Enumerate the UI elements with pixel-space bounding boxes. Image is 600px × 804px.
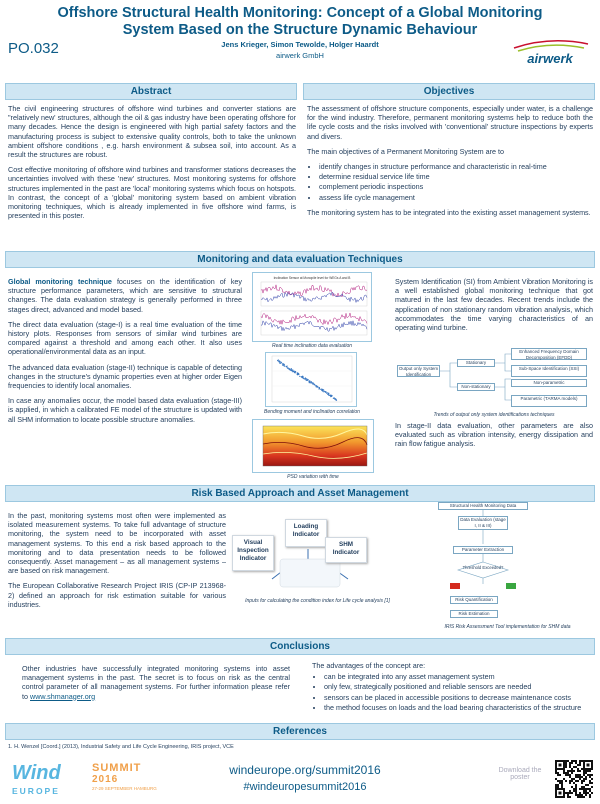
monitoring-p1-rest: focuses on the identification of key structure performance parameters, which are sensitive to structural changes. The data evaluation strategy is generally performed in three stages direct, advanced and model based. [8,277,243,314]
list-item: • assess life cycle management [319,193,593,202]
indicator-diagram [230,515,390,590]
caption-inclination: Real time inclination data evaluation [271,343,353,349]
risk-body [8,511,226,615]
objectives-heading: Objectives [303,83,595,100]
visual-inspection-indicator: Visual Inspection Indicator [232,535,274,571]
poster-title: Offshore Structural Health Monitoring: Concept of a Global Monitoring System Based on the Structure Dynamic Behaviour [57,5,543,38]
monitoring-p1 [8,277,242,314]
summit-hashtag: #windeuropesummit2016 [243,781,367,793]
objectives-p1: The assessment of offshore structure components, especially under water, is a challenge for the wind industry. Therefore, permanent monitoring systems help to reduce both the life cycle costs and the risks involved with 'conventional' structure inspections by experts and divers. [307,104,593,141]
shmanager-link[interactable]: www.shmanager.org [30,691,96,701]
objectives-body [307,104,593,223]
caption-inputs: Inputs for calculating the condition index for Life cycle analysis [1] [245,598,390,604]
tree-nonparametric: Non-parametric [511,379,587,387]
conclusions-text: Other industries have successfully integrated monitoring systems into asset management systems in the past. The secret is to focus on risk as the central control parameter of all management systems. For further information please refer to [22,664,290,701]
tree-nonstationary: Non-stationary [457,383,495,391]
reference-1: 1. H. Wenzel [Coord.] (2013), Industrial Safety and Life Cycle Engineering, IRIS project, VCE [8,744,234,750]
conclusions-right [312,661,595,718]
tree-parametric: Parametric (TARMA models) [511,395,587,407]
risk-p1: In the past, monitoring systems most often were implemented as isolated measurement systems. To take full advantage of structure monitoring, the system need to be incorporated with asset management systems. To this end a risk based approach to the monitoring and to data presentation needs to be followed consequently. Asset management – as all management systems – are based on risk management. [8,511,226,576]
correlation-plot [265,352,357,407]
qr-code-icon[interactable] [555,760,593,798]
risk-p2: The European Collaborative Research Project IRIS (CP-IP 213968-2) defined an approach for risk estimation suitable for various industries. [8,581,226,609]
advantages-list [312,672,595,712]
organization: airwerk GmbH [276,51,324,60]
abstract-p2: Cost effective monitoring of offshore wind turbines and transformer stations decreases the uncertainties involved with these 'new' structures. Most monitoring systems for offshore structures implemented in the past are 'local' monitoring systems which focus on hotspots. In contrast, the concept of a 'global' monitoring system based on ambient vibration monitoring techniques, which is already implemented in five offshore wind farms, is presented in this poster. [8,165,296,221]
airwerk-logo [510,38,592,68]
abstract-heading: Abstract [5,83,297,100]
loading-indicator: Loading Indicator [285,519,327,547]
list-item: • identify changes in structure performance and characteristic in real-time [319,162,593,171]
global-monitoring-lead: Global monitoring technique [8,277,112,286]
monitoring-body [8,277,242,430]
monitoring-heading: Monitoring and data evaluation Techniques [5,251,595,268]
caption-correlation: Bending moment and inclination correlation [264,409,360,415]
windeurope-logo-wind: Wind [12,762,61,784]
monitoring-p2: The direct data evaluation (stage-I) is a real time evaluation of the time history plots. Responses from sensors of similar wind turbines are compared against a threshold and among each other. It also uses operational/environmental data as an input. [8,319,242,357]
objectives-p2: The main objectives of a Permanent Monitoring System are to [307,146,504,156]
si-text: System Identification (SI) from Ambient Vibration Monitoring is a well established global monitoring technique that got matured in the last few decades. Recent trends include the application of non stationary random vibration analysis, which accommodates the time varying characteristics of an operating wind turbine. [395,277,593,333]
svg-text:airwerk: airwerk [527,51,573,66]
flow-shm-data: Structural Health Monitoring Data [438,502,528,510]
objectives-list [307,162,593,202]
abstract-p1: The civil engineering structures of offshore wind turbines and converter stations are "relatively new' structures, although the oil & gas industry have been operating offshore for many decades. Hence the design is engineered with high partial safety factors and the manufacturing process is subject to extensive quality controls, both to take the unknown ambient offshore conditions , e.g. harsh environment & subsea soil, into account. As a result the structures are robust. [8,104,296,160]
list-item: • determine residual service life time [319,172,593,181]
summit-year: 2016 [92,774,119,785]
caption-trends: Trends of output only system identifications techniques [433,412,555,418]
conclusions-left [22,664,290,701]
flow-threshold: Threshold Exceeded? [462,565,504,570]
abstract-body [8,104,296,226]
iris-flowchart [420,500,595,620]
psd-plot [252,419,374,473]
windeurope-logo-europe: EUROPE [12,786,60,796]
si-tree-diagram [395,347,593,409]
svg-text:Inclination Sensor at Monopile: Inclination Sensor at Monopile level for WEGs A and B [273,276,351,280]
poster-id: PO.032 [8,40,59,57]
download-label: Download the poster [498,767,542,781]
summit-dates: 27-29 SEPTEMBER HAMBURG [92,786,157,791]
shm-indicator: SHM Indicator [325,537,367,563]
flow-parameter-extraction: Parameter Extraction [453,546,513,554]
flow-risk-estimation: Risk Estimation [450,610,498,618]
list-item: • sensors can be placed in accessible positions to decrease maintenance costs [324,693,595,702]
monitoring-p4: In case any anomalies occur, the model based data evaluation (stage-III) is applied, in which a calibrated FE model of the structure is updated with all SHM information to locate possible structure anomalies. [8,396,242,424]
authors: Jens Krieger, Simon Tewolde, Holger Haardt [221,40,379,49]
summit-label: SUMMIT [92,762,142,774]
list-item: • complement periodic inspections [319,182,593,191]
stage2-text: In stage-II data evaluation, other parameters are also evaluated such as vibration intensity, energy dissipation and rain flow fatigue analysis. [395,421,593,449]
objectives-p3: The monitoring system has to be integrated into the existing asset management systems. [307,207,591,217]
flow-risk-quantification: Risk Quantification [450,596,498,604]
summit-url[interactable]: windeurope.org/summit2016 [229,763,381,777]
tree-efdd: Enhanced Frequency Domain Decomposition (EFDD) [511,348,587,360]
caption-iris: IRIS Risk Assessment Tool implementation for SHM data [444,624,571,630]
tree-ssi: Sub-Space Identification (SSI) [511,365,587,377]
tree-root: Output only System Identification [398,366,439,377]
list-item: • the method focuses on loads and the load bearing characteristics of the structure [324,703,595,712]
list-item: • can be integrated into any asset management system [324,672,595,681]
flow-data-evaluation: Data Evaluation (stage I, II & III) [458,516,508,530]
conclusions-heading: Conclusions [5,638,595,655]
advantages-lead: The advantages of the concept are: [312,661,426,670]
tree-stationary: Stationary [457,359,495,367]
monitoring-p3: The advanced data evaluation (stage-II) technique is capable of detecting changes in the structure's dynamic properties even at higher order Eigen frequencies to identify local anomalies. [8,362,242,391]
risk-heading: Risk Based Approach and Asset Management [5,485,595,502]
list-item: • only few, strategically positioned and reliable sensors are needed [324,682,595,691]
references-heading: References [5,723,595,740]
inclination-plot [252,272,372,342]
caption-psd: PSD variation with time [287,474,339,480]
